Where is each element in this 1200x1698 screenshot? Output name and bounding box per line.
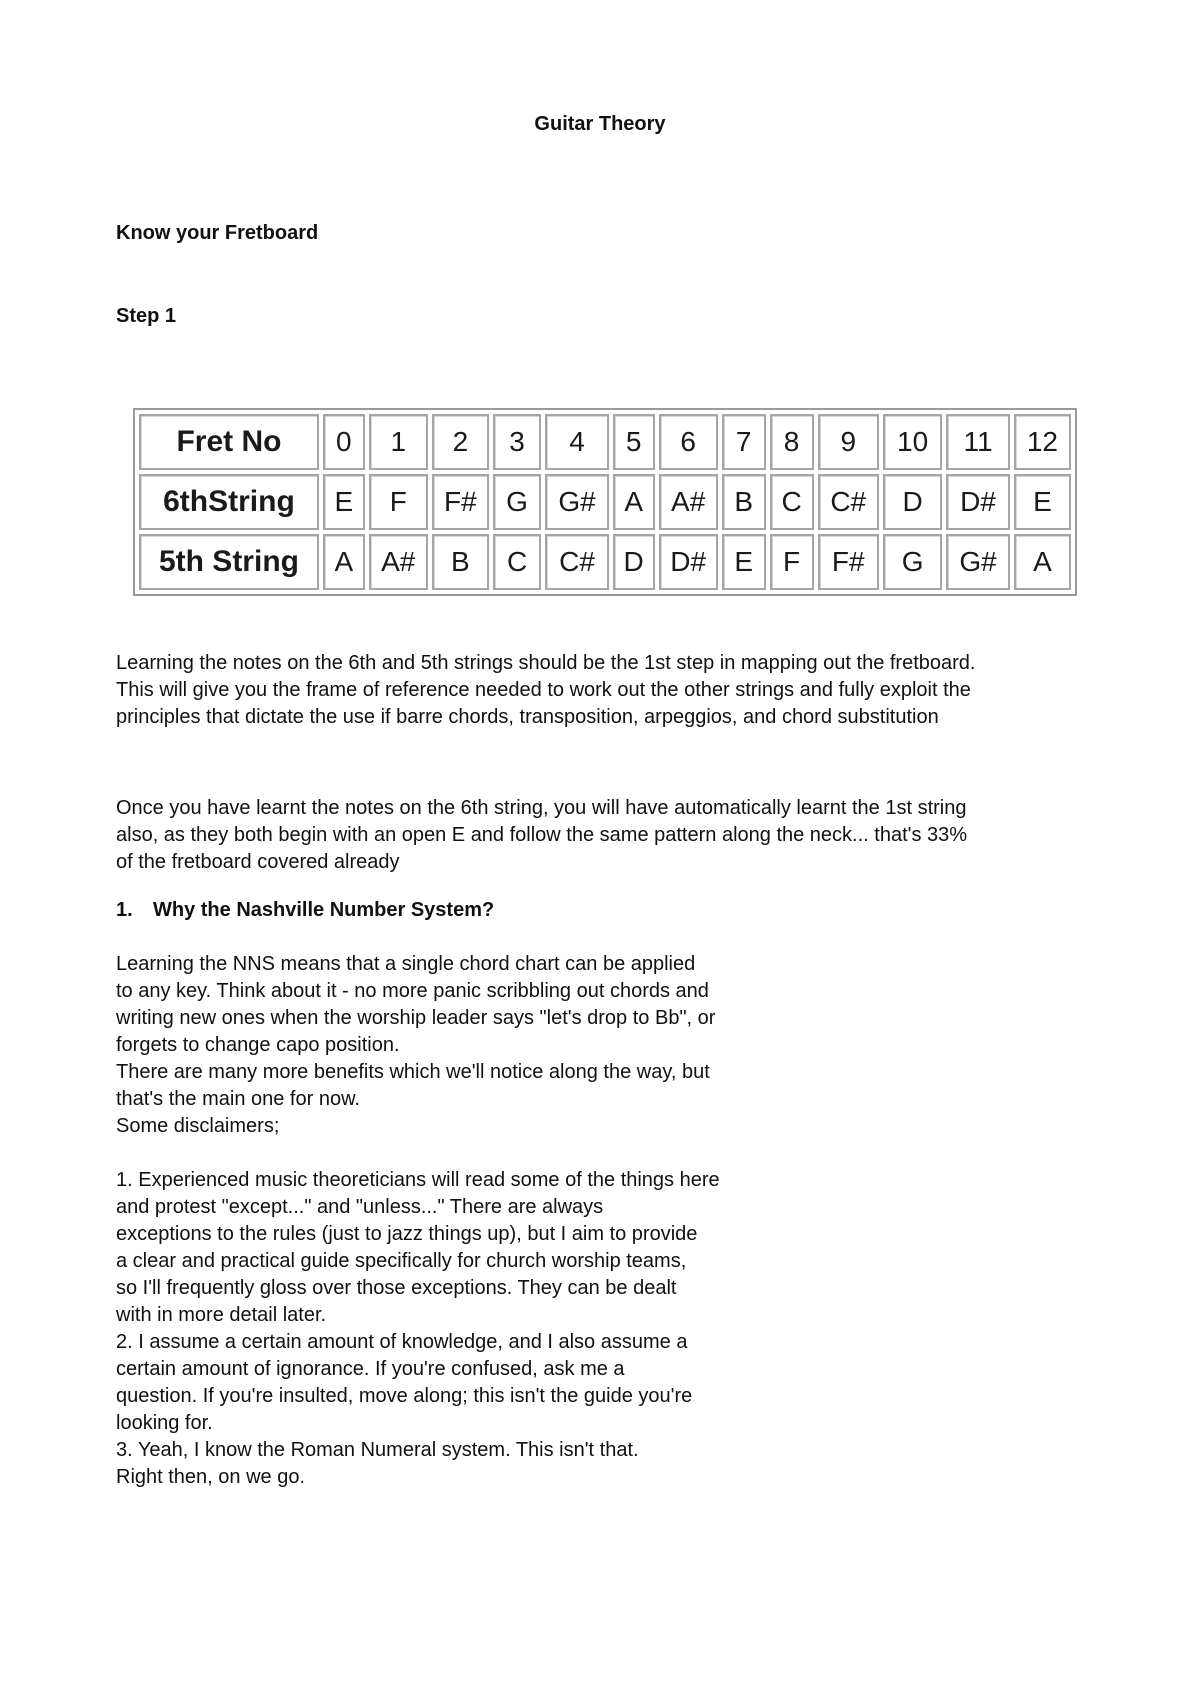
note-cell: A xyxy=(323,534,365,590)
fret-number-cell: 2 xyxy=(432,414,489,470)
nns-heading-number: 1. xyxy=(116,899,133,921)
fret-number-row xyxy=(139,414,1071,470)
fret-number-cell: 10 xyxy=(883,414,942,470)
nns-heading-text: Why the Nashville Number System? xyxy=(153,899,495,921)
disclaimers-paragraph: 1. Experienced music theoreticians will read some of the things here and protest "except..." and "unless..." There are always exceptions to the rules (just to jazz things up), but I aim to provide a clear and practical guide specifically for church worship teams, so I'll frequently gloss over those exceptions. They can be dealt with in more detail later. 2. I assume a certain amount of knowledge, and I also assume a certain amount of ignorance. If you're confused, ask me a question. If you're insulted, move along; this isn't the guide you're looking for. 3. Yeah, I know the Roman Numeral system. This isn't that. Right then, on we go. xyxy=(116,1169,720,1488)
note-cell: F xyxy=(770,534,814,590)
fret-number-cell: 7 xyxy=(722,414,766,470)
note-cell: G# xyxy=(946,534,1010,590)
note-cell: B xyxy=(722,474,766,530)
fret-number-cell: 1 xyxy=(369,414,428,470)
note-cell: C xyxy=(493,534,541,590)
fret-number-cell: 3 xyxy=(493,414,541,470)
note-cell: D xyxy=(883,474,942,530)
fretboard-intro-paragraph: Learning the notes on the 6th and 5th strings should be the 1st step in mapping out the fretboard. This will give you the frame of reference needed to work out the other strings and fully exploit the principles that dictate the use if barre chords, transposition, arpeggios, and chord substitution xyxy=(116,652,976,728)
fifth-string-row xyxy=(139,534,1071,590)
note-cell: A# xyxy=(369,534,428,590)
note-cell: E xyxy=(722,534,766,590)
note-cell: F# xyxy=(432,474,489,530)
fret-number-cell: 12 xyxy=(1014,414,1071,470)
note-cell: C# xyxy=(818,474,879,530)
string-label: 5th String xyxy=(139,534,319,590)
step-heading: Step 1 xyxy=(116,305,177,327)
fret-number-cell: 6 xyxy=(659,414,718,470)
fret-number-cell: 0 xyxy=(323,414,365,470)
nns-intro-paragraph: Learning the NNS means that a single chord chart can be applied to any key. Think about it - no more panic scribbling out chords and writing new ones when the worship leader says "let's drop to Bb", or forgets to change capo position. There are many more benefits which we'll notice along the way, but that's the main one for now. Some disclaimers; xyxy=(116,953,716,1137)
note-cell: G xyxy=(883,534,942,590)
document-title: Guitar Theory xyxy=(534,113,666,135)
note-cell: C xyxy=(770,474,814,530)
sixth-string-paragraph: Once you have learnt the notes on the 6th string, you will have automatically learnt the 1st string also, as they both begin with an open E and follow the same pattern along the neck... that's 33% of the fretboard covered already xyxy=(116,797,968,873)
fret-number-cell: 5 xyxy=(613,414,655,470)
fret-number-cell: 9 xyxy=(818,414,879,470)
fret-header-label: Fret No xyxy=(139,414,319,470)
note-cell: D# xyxy=(659,534,718,590)
note-cell: G xyxy=(493,474,541,530)
note-cell: A xyxy=(1014,534,1071,590)
note-cell: F xyxy=(369,474,428,530)
note-cell: C# xyxy=(545,534,609,590)
note-cell: A# xyxy=(659,474,718,530)
fret-number-cell: 4 xyxy=(545,414,609,470)
note-cell: F# xyxy=(818,534,879,590)
note-cell: G# xyxy=(545,474,609,530)
string-label: 6thString xyxy=(139,474,319,530)
note-cell: E xyxy=(1014,474,1071,530)
note-cell: B xyxy=(432,534,489,590)
note-cell: A xyxy=(613,474,655,530)
note-cell: E xyxy=(323,474,365,530)
note-cell: D# xyxy=(946,474,1010,530)
fret-table xyxy=(133,408,1077,596)
nns-heading xyxy=(116,899,494,922)
fret-table-grid xyxy=(135,410,1075,594)
section-heading: Know your Fretboard xyxy=(116,222,319,244)
sixth-string-row xyxy=(139,474,1071,530)
note-cell: D xyxy=(613,534,655,590)
fret-number-cell: 11 xyxy=(946,414,1010,470)
fret-number-cell: 8 xyxy=(770,414,814,470)
